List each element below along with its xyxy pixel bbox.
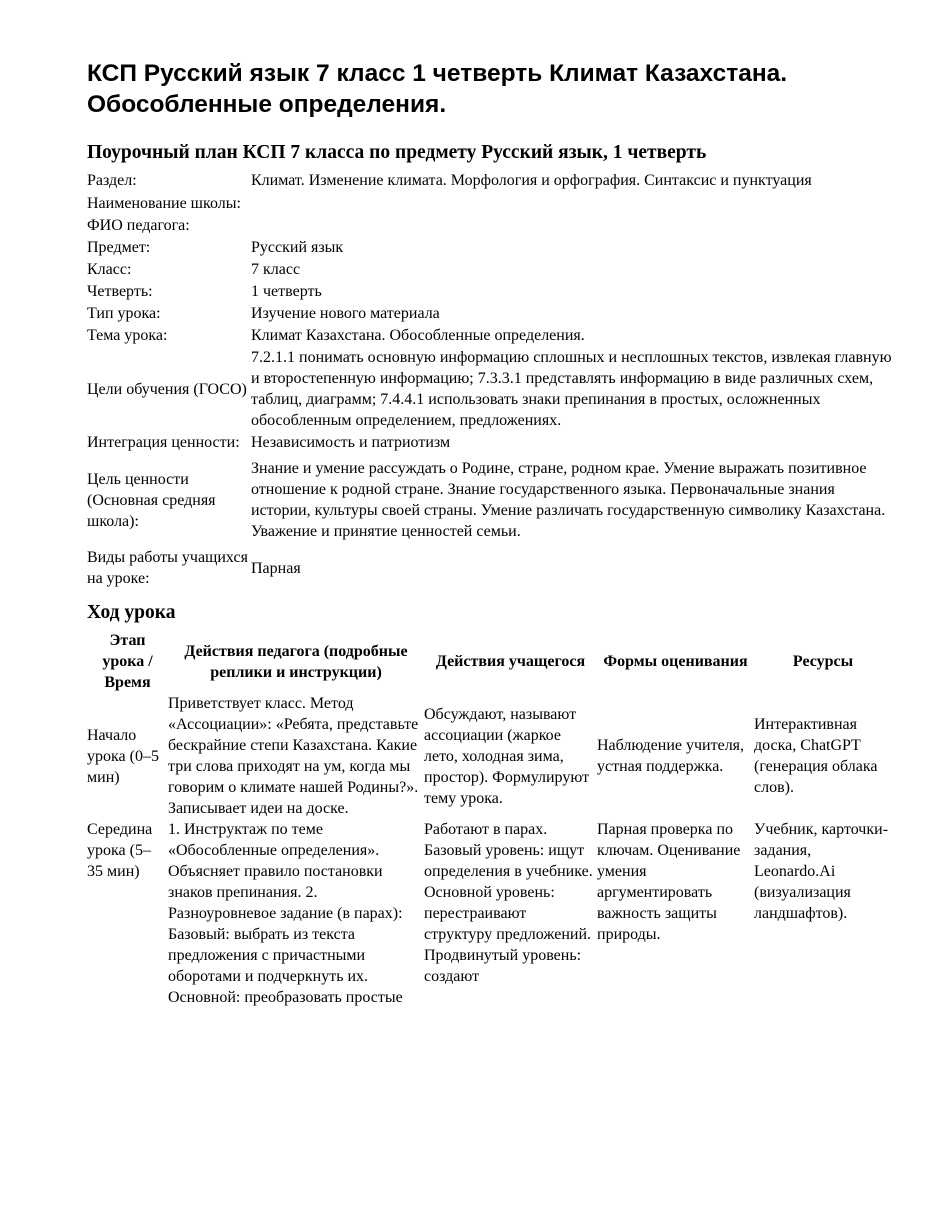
info-value: Изучение нового материала	[251, 305, 440, 322]
info-row-grade	[87, 259, 892, 281]
info-value: 7.2.1.1 понимать основную информацию сплошных и несплошных текстов, извлекая главную и второстепенную информацию; 7.3.3.1 представлять информацию в виде различных схем, таблиц, диаграмм; 7.4.4.1 использовать знаки препинания в простых, осложненных обособленным определением, предложениях.	[251, 349, 892, 429]
info-row-learning-goals	[87, 347, 892, 432]
info-row-work-types	[87, 543, 892, 590]
info-value: Знание и умение рассуждать о Родине, стране, родном крае. Умение выражать позитивное отношение к родной стране. Знание государственного языка. Первоначальные знания истории, культуры своей страны. Умение различать государственную символику Казахстана. Уважение и принятие ценностей семьи.	[251, 460, 886, 540]
info-label: Четверть:	[87, 283, 153, 300]
resources-cell: Интерактивная доска, ChatGPT (генерация облака слов).	[754, 716, 878, 796]
info-row-topic	[87, 325, 892, 347]
teacher-cell: Приветствует класс. Метод «Ассоциации»: «Ребята, представьте бескрайние степи Казахстана. Какие три слова приходят на ум, когда мы говорим о климате нашей Родины?». Записывает идеи на доске.	[168, 695, 419, 817]
teacher-cell: 1. Инструктаж по теме «Обособленные определения». Объясняет правило постановки знаков препинания. 2. Разноуровневое задание (в парах): Базовый: выбрать из текста предложения с причастными оборотами и подчеркнуть их. Основной: преобразовать простые	[168, 821, 403, 1006]
header-stage: Этап урока / Время	[102, 632, 153, 691]
info-value: Климат Казахстана. Обособленные определения.	[251, 327, 585, 344]
info-label: Тема урока:	[87, 327, 168, 344]
student-cell: Работают в парах. Базовый уровень: ищут определения в учебнике. Основной уровень: перестраивают структуру предложений. Продвинутый уровень: создают	[424, 821, 593, 985]
info-label: Цель ценности (Основная средняя школа):	[87, 470, 216, 530]
info-value: 1 четверть	[251, 283, 322, 300]
resources-cell: Учебник, карточки-задания, Leonardo.Ai (визуализация ландшафтов).	[754, 821, 889, 922]
lesson-flow-table	[87, 630, 892, 1008]
info-label: Тип урока:	[87, 305, 161, 322]
info-label: Предмет:	[87, 239, 151, 256]
info-row-value-goal	[87, 454, 892, 543]
info-label: Наименование школы:	[87, 195, 241, 212]
document-title: КСП Русский язык 7 класс 1 четверть Климат Казахстана. Обособленные определения.	[87, 60, 788, 118]
header-teacher-actions: Действия педагога (подробные реплики и инструкции)	[184, 642, 408, 681]
info-label: Интеграция ценности:	[87, 434, 240, 451]
info-value: Независимость и патриотизм	[251, 434, 451, 451]
info-label: Раздел:	[87, 172, 137, 189]
table-row	[87, 819, 892, 1008]
assessment-cell: Наблюдение учителя, устная поддержка.	[597, 737, 745, 775]
info-value: Парная	[251, 559, 301, 577]
stage-cell: Начало урока (0–5 мин)	[87, 726, 159, 786]
header-student-actions: Действия учащегося	[435, 653, 586, 670]
plan-heading: Поурочный план КСП 7 класса по предмету Русский язык, 1 четверть	[87, 142, 707, 163]
info-value: 7 класс	[251, 261, 301, 278]
info-row-value-integration	[87, 432, 892, 454]
stage-cell: Середина урока (5–35 мин)	[87, 821, 153, 880]
info-value	[251, 192, 892, 215]
info-label: Цели обучения (ГОСО)	[87, 380, 247, 398]
info-label: ФИО педагога:	[87, 217, 190, 234]
info-row-lesson-type	[87, 303, 892, 325]
info-row-teacher	[87, 215, 892, 237]
info-value	[251, 215, 892, 237]
lesson-info-table	[87, 170, 892, 590]
document-page	[87, 58, 892, 1008]
info-label: Класс:	[87, 261, 132, 278]
table-row	[87, 693, 892, 819]
info-value: Русский язык	[251, 239, 344, 256]
lesson-header-row	[87, 630, 892, 693]
info-label: Виды работы учащихся на уроке:	[87, 549, 248, 587]
info-value: Климат. Изменение климата. Морфология и орфография. Синтаксис и пунктуация	[251, 172, 812, 189]
info-row-school	[87, 192, 892, 215]
info-row-subject	[87, 237, 892, 259]
lesson-heading: Ход урока	[87, 602, 176, 623]
assessment-cell: Парная проверка по ключам. Оценивание умения аргументировать важность защиты природы.	[597, 821, 741, 943]
info-row-section	[87, 170, 892, 192]
header-resources: Ресурсы	[792, 653, 854, 670]
header-assessment: Формы оценивания	[603, 653, 748, 670]
student-cell: Обсуждают, называют ассоциации (жаркое лето, холодная зима, простор). Формулируют тему урока.	[424, 705, 590, 807]
info-row-quarter	[87, 281, 892, 303]
